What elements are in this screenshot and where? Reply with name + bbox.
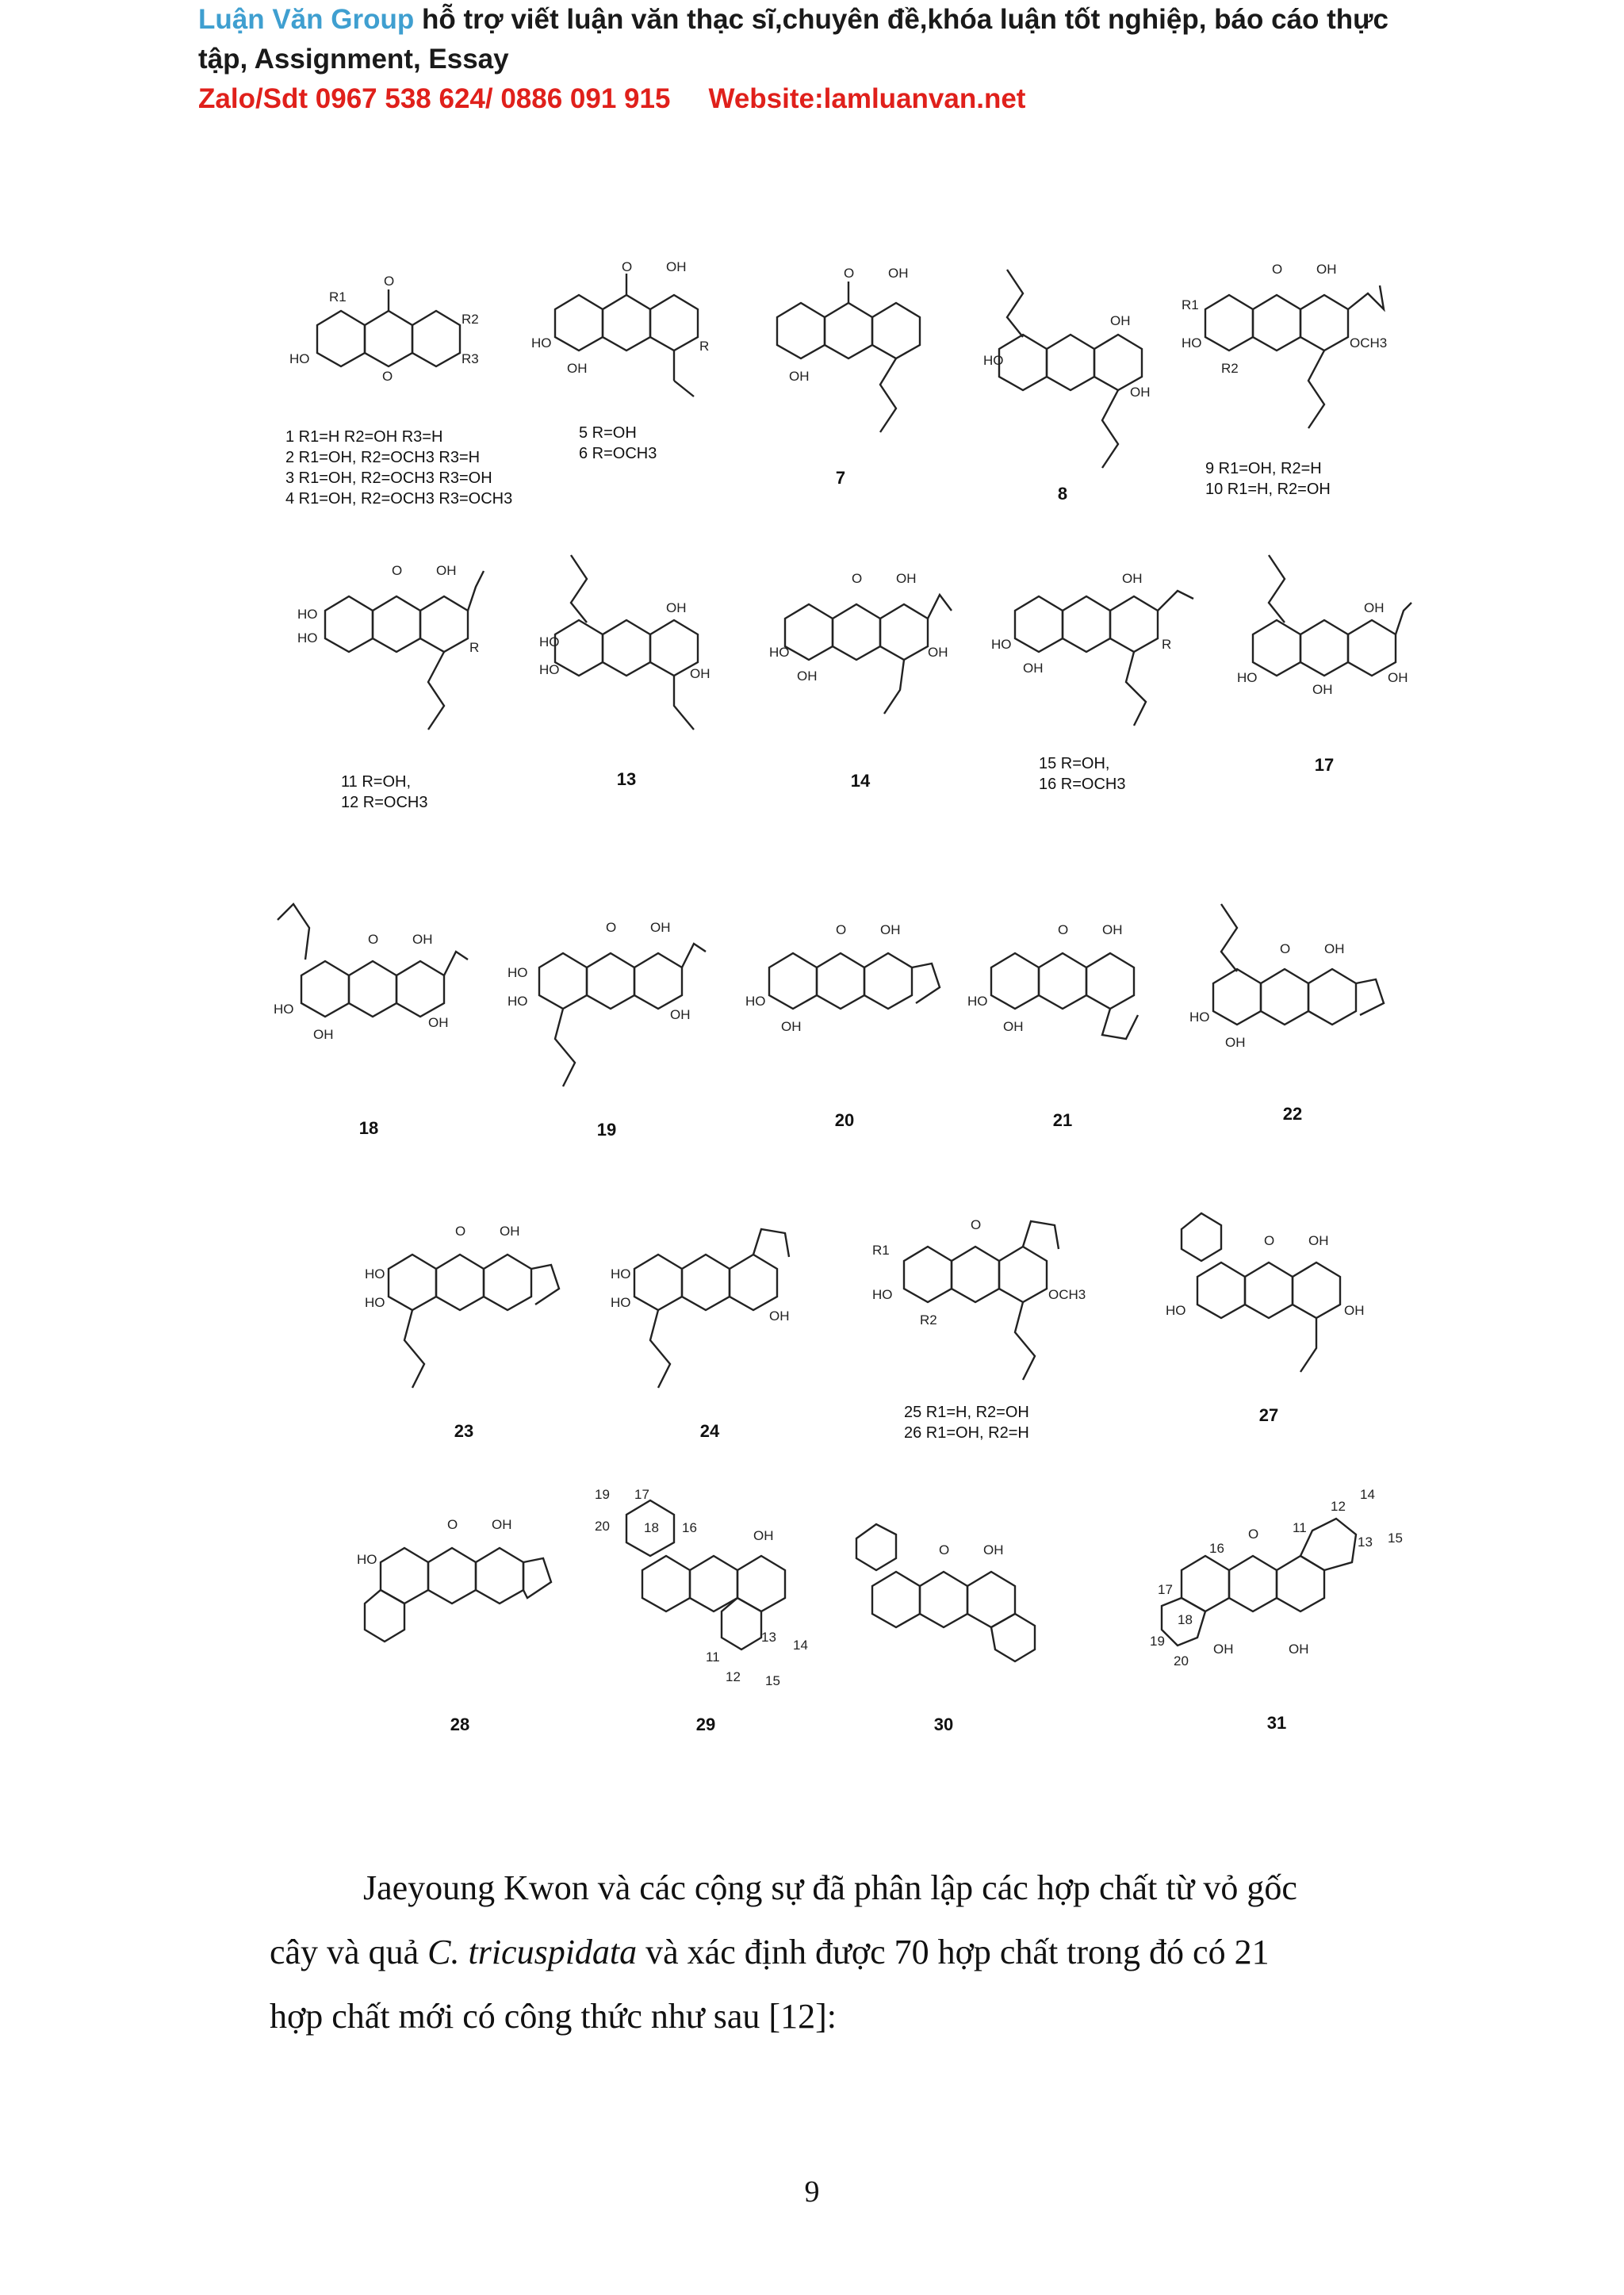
svg-text:OH: OH bbox=[428, 1015, 449, 1030]
xanthone-structures-figure bbox=[254, 246, 1427, 1737]
caption-12: 12 R=OCH3 bbox=[341, 794, 428, 811]
svg-text:18: 18 bbox=[1178, 1612, 1193, 1627]
svg-text:16: 16 bbox=[1209, 1541, 1224, 1556]
compound-23 bbox=[365, 1221, 563, 1459]
svg-text:O: O bbox=[455, 1224, 466, 1239]
caption-29: 29 bbox=[695, 1715, 716, 1734]
svg-text:17: 17 bbox=[1158, 1582, 1173, 1597]
svg-text:O: O bbox=[384, 274, 395, 289]
caption-6: 6 R=OCH3 bbox=[579, 445, 657, 462]
caption-19: 19 bbox=[596, 1120, 617, 1140]
svg-text:20: 20 bbox=[595, 1519, 610, 1534]
svg-text:HO: HO bbox=[365, 1266, 385, 1282]
svg-text:OH: OH bbox=[567, 361, 588, 376]
svg-text:14: 14 bbox=[793, 1638, 808, 1653]
svg-text:OH: OH bbox=[666, 259, 687, 274]
compound-13 bbox=[539, 547, 714, 809]
structure-24 bbox=[611, 1213, 809, 1404]
structure-8 bbox=[983, 262, 1151, 476]
svg-text:OH: OH bbox=[436, 563, 457, 578]
svg-text:18: 18 bbox=[644, 1520, 659, 1535]
svg-text:20: 20 bbox=[1174, 1653, 1189, 1669]
svg-text:O: O bbox=[392, 563, 403, 578]
caption-15: 15 R=OH, bbox=[1039, 755, 1110, 772]
svg-text:OH: OH bbox=[500, 1224, 520, 1239]
svg-text:HO: HO bbox=[508, 994, 528, 1009]
paragraph-line-3: hợp chất mới có công thức như sau [12]: bbox=[270, 1997, 837, 2036]
svg-text:OH: OH bbox=[1316, 262, 1337, 277]
caption-13: 13 bbox=[616, 769, 637, 789]
compound-19 bbox=[508, 912, 706, 1150]
compound-25-26 bbox=[872, 1197, 1094, 1459]
caption-9: 9 R1=OH, R2=H bbox=[1205, 460, 1322, 477]
compound-18 bbox=[270, 896, 468, 1150]
svg-text:O: O bbox=[971, 1217, 982, 1232]
svg-text:OH: OH bbox=[1344, 1303, 1365, 1318]
svg-text:OH: OH bbox=[650, 920, 671, 935]
caption-31: 31 bbox=[1266, 1713, 1287, 1733]
svg-text:O: O bbox=[622, 259, 633, 274]
svg-text:HO: HO bbox=[297, 630, 318, 646]
header-tagline-1: hỗ trợ viết luận văn thạc sĩ,chuyên đề,khóa luận tốt nghiệp, báo cáo thực bbox=[421, 4, 1388, 35]
compound-30 bbox=[841, 1507, 1047, 1753]
compound-29 bbox=[595, 1483, 817, 1753]
caption-18: 18 bbox=[358, 1118, 379, 1138]
svg-text:OH: OH bbox=[797, 669, 818, 684]
svg-text:O: O bbox=[1272, 262, 1283, 277]
caption-5: 5 R=OH bbox=[579, 424, 637, 442]
svg-text:OH: OH bbox=[769, 1308, 790, 1324]
structure-21 bbox=[967, 920, 1158, 1094]
svg-text:OH: OH bbox=[1213, 1642, 1234, 1657]
svg-text:HO: HO bbox=[357, 1552, 377, 1567]
svg-text:17: 17 bbox=[634, 1487, 649, 1502]
structure-18 bbox=[270, 896, 468, 1086]
svg-text:OH: OH bbox=[1122, 571, 1143, 586]
caption-10: 10 R1=H, R2=OH bbox=[1205, 481, 1331, 498]
compound-7 bbox=[761, 262, 920, 492]
paragraph-line-1: Jaeyoung Kwon và các cộng sự đã phân lập các hợp chất từ vỏ gốc bbox=[363, 1868, 1297, 1907]
compound-11-12 bbox=[293, 563, 484, 817]
svg-text:OCH3: OCH3 bbox=[1048, 1287, 1086, 1302]
structure-13 bbox=[539, 547, 714, 753]
contact-phone: Zalo/Sdt 0967 538 624/ 0886 091 915 bbox=[198, 83, 671, 114]
svg-text:OH: OH bbox=[1110, 313, 1131, 328]
svg-text:HO: HO bbox=[531, 335, 552, 351]
svg-text:OCH3: OCH3 bbox=[1350, 335, 1388, 351]
caption-4: 4 R1=OH, R2=OCH3 R3=OCH3 bbox=[285, 490, 513, 508]
caption-1: 1 R1=H R2=OH R3=H bbox=[285, 428, 443, 446]
svg-text:HO: HO bbox=[1166, 1303, 1186, 1318]
svg-text:HO: HO bbox=[967, 994, 988, 1009]
svg-text:R1: R1 bbox=[1182, 297, 1199, 312]
svg-text:OH: OH bbox=[896, 571, 917, 586]
compound-28 bbox=[357, 1507, 563, 1753]
svg-text:13: 13 bbox=[761, 1630, 776, 1645]
caption-27: 27 bbox=[1258, 1405, 1279, 1425]
caption-28: 28 bbox=[450, 1715, 470, 1734]
svg-text:19: 19 bbox=[1150, 1634, 1165, 1649]
svg-text:OH: OH bbox=[753, 1528, 774, 1543]
structure-20 bbox=[745, 920, 944, 1079]
svg-text:HO: HO bbox=[983, 353, 1004, 368]
caption-20: 20 bbox=[834, 1110, 855, 1130]
structure-23 bbox=[365, 1221, 563, 1404]
svg-text:13: 13 bbox=[1358, 1534, 1373, 1550]
svg-text:O: O bbox=[1248, 1527, 1259, 1542]
svg-text:R2: R2 bbox=[1221, 361, 1239, 376]
svg-text:12: 12 bbox=[726, 1669, 741, 1684]
caption-16: 16 R=OCH3 bbox=[1039, 776, 1126, 793]
header-tagline-2: tập, Assignment, Essay bbox=[198, 44, 509, 75]
structure-14 bbox=[769, 563, 952, 745]
svg-text:OH: OH bbox=[928, 645, 948, 660]
svg-text:HO: HO bbox=[611, 1266, 631, 1282]
structure-31 bbox=[1150, 1475, 1404, 1689]
svg-text:HO: HO bbox=[1237, 670, 1258, 685]
caption-23: 23 bbox=[454, 1421, 474, 1441]
svg-text:OH: OH bbox=[983, 1542, 1004, 1557]
caption-17: 17 bbox=[1314, 755, 1335, 775]
svg-text:19: 19 bbox=[595, 1487, 610, 1502]
body-paragraph bbox=[270, 1856, 1475, 2048]
svg-text:HO: HO bbox=[1182, 335, 1202, 351]
compound-24 bbox=[611, 1213, 809, 1459]
svg-text:R: R bbox=[469, 640, 480, 655]
svg-text:R2: R2 bbox=[462, 312, 479, 327]
svg-text:O: O bbox=[836, 922, 847, 937]
structure-17 bbox=[1237, 547, 1411, 730]
compound-22 bbox=[1189, 896, 1396, 1134]
compound-17 bbox=[1237, 547, 1411, 801]
svg-text:OH: OH bbox=[1308, 1233, 1329, 1248]
compound-1-4 bbox=[285, 270, 513, 531]
svg-text:OH: OH bbox=[666, 600, 687, 615]
structure-19 bbox=[508, 912, 706, 1102]
svg-text:OH: OH bbox=[1324, 941, 1345, 956]
structure-27 bbox=[1166, 1197, 1372, 1388]
structure-9-10 bbox=[1182, 262, 1388, 444]
compound-8 bbox=[983, 262, 1151, 508]
svg-text:HO: HO bbox=[539, 662, 560, 677]
caption-2: 2 R1=OH, R2=OCH3 R3=H bbox=[285, 449, 481, 466]
svg-text:R2: R2 bbox=[920, 1312, 937, 1328]
svg-text:OH: OH bbox=[412, 932, 433, 947]
svg-text:OH: OH bbox=[1225, 1035, 1246, 1050]
svg-text:O: O bbox=[1264, 1233, 1275, 1248]
svg-text:15: 15 bbox=[765, 1673, 780, 1688]
svg-text:O: O bbox=[606, 920, 617, 935]
svg-text:HO: HO bbox=[297, 607, 318, 622]
structure-15-16 bbox=[991, 547, 1197, 738]
svg-text:11: 11 bbox=[1293, 1520, 1307, 1535]
svg-text:HO: HO bbox=[508, 965, 528, 980]
compound-5-6 bbox=[531, 259, 710, 492]
structure-25-26 bbox=[872, 1197, 1094, 1388]
svg-text:O: O bbox=[368, 932, 379, 947]
structure-30 bbox=[841, 1507, 1047, 1689]
svg-text:HO: HO bbox=[289, 351, 310, 366]
svg-text:OH: OH bbox=[1364, 600, 1385, 615]
svg-text:OH: OH bbox=[1003, 1019, 1024, 1034]
structure-29 bbox=[595, 1483, 817, 1697]
svg-text:O: O bbox=[447, 1517, 458, 1532]
svg-text:O: O bbox=[844, 266, 855, 281]
caption-30: 30 bbox=[933, 1715, 954, 1734]
svg-text:12: 12 bbox=[1331, 1499, 1346, 1514]
paragraph-line-2: cây và quả C. tricuspidata và xác định được 70 hợp chất trong đó có 21 bbox=[270, 1933, 1270, 1971]
svg-text:R: R bbox=[699, 339, 710, 354]
svg-text:HO: HO bbox=[991, 637, 1012, 652]
svg-text:OH: OH bbox=[880, 922, 901, 937]
page-number: 9 bbox=[804, 2175, 820, 2209]
structure-28 bbox=[357, 1507, 563, 1689]
svg-text:OH: OH bbox=[492, 1517, 512, 1532]
svg-text:OH: OH bbox=[1388, 670, 1408, 685]
svg-text:O: O bbox=[1058, 922, 1069, 937]
species-name: C. tricuspidata bbox=[427, 1933, 638, 1971]
svg-text:14: 14 bbox=[1360, 1487, 1375, 1502]
svg-text:HO: HO bbox=[769, 645, 790, 660]
svg-text:O: O bbox=[852, 571, 863, 586]
svg-text:OH: OH bbox=[1102, 922, 1123, 937]
brand-name: Luận Văn Group bbox=[198, 4, 415, 35]
svg-text:R: R bbox=[1162, 637, 1172, 652]
svg-text:OH: OH bbox=[1289, 1642, 1309, 1657]
svg-text:O: O bbox=[382, 369, 393, 384]
structure-5-6 bbox=[531, 259, 710, 420]
structure-1-4 bbox=[285, 270, 479, 428]
page-header bbox=[198, 0, 1507, 119]
compound-9-10 bbox=[1182, 262, 1388, 515]
svg-text:OH: OH bbox=[1130, 385, 1151, 400]
compound-20 bbox=[745, 920, 944, 1142]
svg-text:OH: OH bbox=[1312, 682, 1333, 697]
caption-7: 7 bbox=[835, 468, 846, 488]
svg-text:HO: HO bbox=[1189, 1010, 1210, 1025]
caption-8: 8 bbox=[1057, 484, 1068, 504]
svg-text:HO: HO bbox=[274, 1002, 294, 1017]
svg-text:HO: HO bbox=[539, 634, 560, 649]
structure-7 bbox=[761, 262, 920, 436]
compound-15-16 bbox=[991, 547, 1197, 809]
svg-text:11: 11 bbox=[706, 1649, 720, 1665]
svg-text:HO: HO bbox=[365, 1295, 385, 1310]
compound-21 bbox=[967, 920, 1158, 1142]
caption-24: 24 bbox=[699, 1421, 720, 1441]
svg-text:HO: HO bbox=[745, 994, 766, 1009]
svg-text:OH: OH bbox=[670, 1007, 691, 1022]
svg-text:HO: HO bbox=[872, 1287, 893, 1302]
svg-text:HO: HO bbox=[611, 1295, 631, 1310]
svg-text:OH: OH bbox=[1023, 661, 1044, 676]
svg-text:R1: R1 bbox=[872, 1243, 890, 1258]
svg-text:O: O bbox=[1280, 941, 1291, 956]
caption-14: 14 bbox=[850, 771, 871, 791]
header-line-1 bbox=[198, 0, 1507, 40]
caption-26: 26 R1=OH, R2=H bbox=[904, 1424, 1029, 1442]
svg-text:OH: OH bbox=[888, 266, 909, 281]
compound-14 bbox=[769, 563, 952, 809]
svg-text:O: O bbox=[939, 1542, 950, 1557]
svg-text:OH: OH bbox=[789, 369, 810, 384]
structure-11-12 bbox=[293, 563, 484, 745]
header-contact-line bbox=[198, 79, 1507, 119]
svg-text:R1: R1 bbox=[329, 289, 347, 305]
caption-22: 22 bbox=[1282, 1104, 1303, 1124]
svg-text:OH: OH bbox=[781, 1019, 802, 1034]
caption-11: 11 R=OH, bbox=[341, 773, 411, 791]
compound-27 bbox=[1166, 1197, 1372, 1451]
caption-21: 21 bbox=[1052, 1110, 1073, 1130]
svg-text:16: 16 bbox=[682, 1520, 697, 1535]
caption-25: 25 R1=H, R2=OH bbox=[904, 1404, 1029, 1421]
caption-3: 3 R1=OH, R2=OCH3 R3=OH bbox=[285, 469, 492, 487]
svg-text:R3: R3 bbox=[462, 351, 479, 366]
svg-text:OH: OH bbox=[313, 1027, 334, 1042]
svg-text:OH: OH bbox=[690, 666, 710, 681]
website-link[interactable]: Website:lamluanvan.net bbox=[708, 83, 1026, 114]
svg-text:15: 15 bbox=[1388, 1531, 1403, 1546]
compound-31 bbox=[1150, 1475, 1404, 1745]
structure-22 bbox=[1189, 896, 1396, 1079]
